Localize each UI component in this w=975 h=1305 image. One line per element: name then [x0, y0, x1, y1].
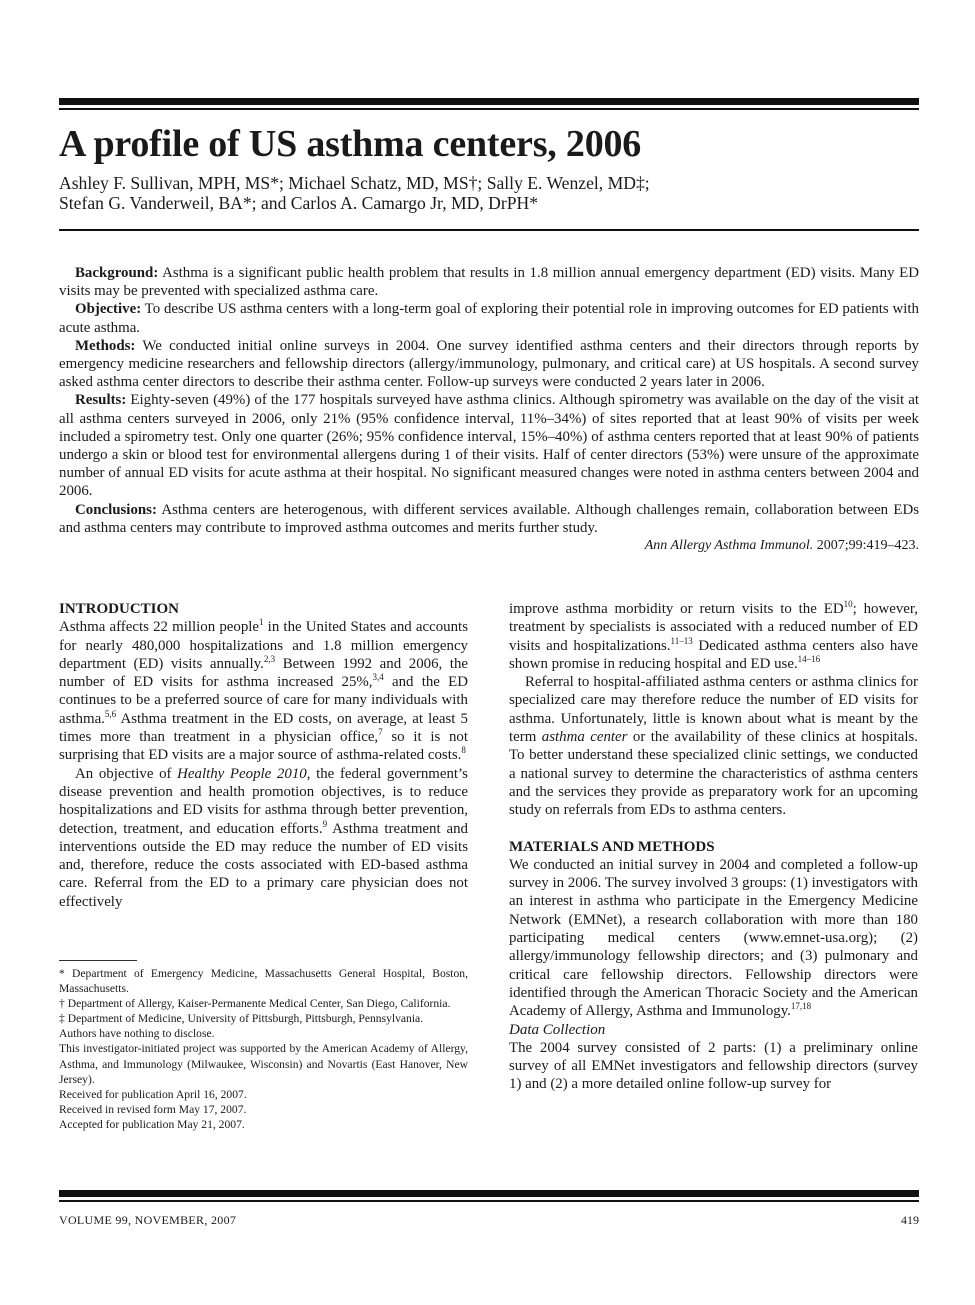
bottom-rule-thick — [59, 1190, 919, 1197]
abstract-results-text: Eighty-seven (49%) of the 177 hospitals surveyed have asthma clinics. Although spirometry was available on the day of the visit at all asthma centers surveyed in 2006, only 21% (95% confidence interval, 11%–34%) of sites reported that at least 90% of visits per week included a spirometry test. Only one quarter (26%; 95% confidence interval, 15%–40%) of asthma centers reported that at least 90% of patients undergo a skin or blood test for environmental allergens during 1 of their visits. Half of center directors (53%) were unsure of the approximate number of annual ED visits for acute asthma at their hospital. No significant measured changes were noted in asthma centers between 2004 and 2006. — [59, 392, 919, 500]
intro-p1-text-b: in the United States and accounts for nearly 480,000 hospitalizations and 1.8 million emergency department (ED) visits annually. — [59, 619, 468, 672]
abstract-conclusions — [59, 501, 919, 537]
data-collection-subheading: Data Collection — [509, 1021, 606, 1038]
abstract-conclusions-label: Conclusions: — [75, 501, 157, 518]
right-column — [509, 600, 918, 1094]
citation-journal: Ann Allergy Asthma Immunol. — [644, 538, 814, 554]
author-list — [59, 173, 919, 213]
ref-superscript: 2,3 — [263, 653, 276, 664]
intro-paragraph-2 — [59, 765, 468, 911]
authors-line-2: Stefan G. Vanderweil, BA*; and Carlos A. Camargo Jr, MD, DrPH* — [59, 193, 538, 213]
author-rule — [59, 229, 919, 231]
intro-p4-italic: asthma center — [541, 729, 628, 746]
intro-p3-text-c: Dedicated asthma centers also have shown promise in reducing hospital and ED use. — [509, 637, 919, 672]
intro-p2-italic: Healthy People 2010 — [177, 765, 307, 782]
abstract-background-text: Asthma is a significant public health problem that results in 1.8 million annual emergency department (ED) visits. Many ED visits may be prevented with specialized asthma care. — [59, 265, 919, 300]
abstract-results — [59, 391, 919, 500]
ref-superscript: 17,18 — [790, 1001, 812, 1012]
volume-issue-footer: VOLUME 99, NOVEMBER, 2007 — [59, 1213, 237, 1227]
abstract-objective-label: Objective: — [75, 301, 142, 318]
page-number: 419 — [901, 1213, 919, 1227]
article-title: A profile of US asthma centers, 2006 — [59, 123, 642, 165]
ref-superscript: 3,4 — [372, 672, 384, 683]
ref-superscript: 1 — [259, 617, 264, 628]
ref-superscript: 5,6 — [104, 708, 117, 719]
bottom-rule-thin — [59, 1200, 919, 1202]
abstract-background — [59, 264, 919, 300]
footnote-affiliation-3: ‡ Department of Medicine, University of Pittsburgh, Pittsburgh, Pennsylvania. — [59, 1012, 424, 1026]
citation — [59, 537, 919, 555]
intro-p3-text-a: improve asthma morbidity or return visits to the ED — [509, 601, 844, 617]
citation-ref: 2007;99:419–423. — [816, 538, 919, 554]
intro-p4-text-b: or the availability of these clinics at hospitals. To better understand these specialized clinic settings, we conducted a national survey to determine the characteristics of asthma centers and the services they provide as preparatory work for an upcoming study on referrals from EDs to asthma centers. — [509, 729, 918, 819]
intro-p1-text-e: Asthma treatment in the ED costs, on average, at least 5 times more than treatment in a physician office, — [59, 710, 468, 746]
abstract-results-label: Results: — [75, 392, 127, 409]
abstract-methods-text: We conducted initial online surveys in 2004. One survey identified asthma centers and their directors through reports by emergency medicine researchers and fellowship directors (allergy/immunology, pulmonary, and critical care) at US hospitals. A second survey asked asthma center directors to describe their asthma center. Follow-up surveys were conducted 2 years later in 2006. — [59, 337, 919, 391]
intro-p1-text-d: and the ED continues to be a preferred source of care for many individuals with asthma. — [59, 674, 468, 727]
intro-p1-text-f: so it is not surprising that ED visits are a major source of asthma-related costs. — [59, 729, 468, 764]
abstract-background-label: Background: — [75, 265, 159, 281]
footnote-funding: This investigator-initiated project was supported by the American Academy of Allergy, Asthma, and Immunology (Milwaukee, Wisconsin) and Novartis (East Hanover, New Jersey). — [59, 1042, 468, 1086]
footnote-affiliation-1: * Department of Emergency Medicine, Massachusetts General Hospital, Boston, Massachusetts. — [59, 967, 468, 996]
methods-paragraph-2: The 2004 survey consisted of 2 parts: (1) a preliminary online survey of all EMNet investigators and fellowship directors (survey 1) and (2) a more detailed online follow-up survey for — [509, 1039, 918, 1093]
left-column — [59, 600, 468, 911]
methods-heading: MATERIALS AND METHODS — [509, 838, 715, 855]
intro-p1-text-a: Asthma affects 22 million people — [59, 619, 260, 636]
authors-line-1: Ashley F. Sullivan, MPH, MS*; Michael Schatz, MD, MS†; Sally E. Wenzel, MD‡; — [59, 173, 650, 193]
abstract — [59, 264, 919, 555]
introduction-heading: INTRODUCTION — [59, 601, 180, 617]
ref-superscript: 9 — [322, 818, 328, 829]
footnote-disclosure: Authors have nothing to disclose. — [59, 1027, 215, 1041]
ref-superscript: 11–13 — [670, 635, 693, 646]
intro-p1-text-c: Between 1992 and 2006, the number of ED visits for asthma increased 25%, — [59, 655, 468, 691]
top-rule-thick — [59, 98, 919, 105]
abstract-conclusions-text: Asthma centers are heterogenous, with different services available. Although challenges remain, collaboration between EDs and asthma centers may contribute to improved asthma outcomes and merits further study. — [59, 501, 919, 536]
ref-superscript: 7 — [378, 727, 383, 738]
abstract-objective — [59, 300, 919, 336]
intro-p3-text-b: ; however, treatment by specialists is associated with a reduced number of ED visits and hospitalizations. — [509, 601, 918, 654]
methods-paragraph-1 — [509, 856, 918, 1021]
intro-paragraph-4 — [509, 673, 918, 819]
footnote-affiliation-2: † Department of Allergy, Kaiser-Permanente Medical Center, San Diego, California. — [59, 997, 451, 1011]
intro-p2-text-c: Asthma treatment and interventions outside the ED may reduce the number of ED visits and, therefore, reduce the costs associated with ED-based asthma care. Referral from the ED to a primary care physician does not effectively — [59, 820, 468, 910]
abstract-objective-text: To describe US asthma centers with a long-term goal of exploring their potential role in improving outcomes for ED patients with acute asthma. — [59, 301, 919, 336]
footnote-revised: Received in revised form May 17, 2007. — [59, 1102, 247, 1116]
intro-paragraph-1 — [59, 618, 468, 764]
intro-p2-text-a: An objective of — [75, 765, 178, 782]
intro-p2-text-b: , the federal government’s disease prevention and health promotion objectives, is to reduce hospitalizations and ED visits for asthma through better prevention, detection, treatment, and education efforts. — [59, 765, 468, 837]
abstract-methods-label: Methods: — [75, 337, 136, 354]
ref-superscript: 10 — [843, 599, 853, 609]
abstract-methods — [59, 337, 919, 392]
intro-p4-text-a: Referral to hospital-affiliated asthma centers or asthma clinics for specialized care may therefore reduce the number of ED visits for asthma. Unfortunately, little is known about what is meant by the term — [509, 674, 918, 746]
methods-p1-text: We conducted an initial survey in 2004 and completed a follow-up survey in 2006. The survey involved 3 groups: (1) investigators with an interest in asthma who participate in the Emergency Medicine Network (EMNet), a research collaboration with more than 180 participating medical centers (www.emnet-usa.org); (2) allergy/immunology fellowship directors; and (3) pulmonary and critical care fellowship directors. Fellowship directors were identified through the American Thoracic Society and the American Academy of Allergy, Asthma and Immunology. — [509, 856, 918, 1020]
footnotes — [59, 966, 468, 1132]
ref-superscript: 8 — [461, 745, 466, 756]
intro-paragraph-3 — [509, 600, 918, 673]
footnote-rule — [59, 960, 137, 961]
ref-superscript: 14–16 — [797, 653, 821, 664]
footnote-received: Received for publication April 16, 2007. — [59, 1087, 247, 1101]
top-rule-thin — [59, 108, 919, 110]
footnote-accepted: Accepted for publication May 21, 2007. — [59, 1117, 245, 1131]
